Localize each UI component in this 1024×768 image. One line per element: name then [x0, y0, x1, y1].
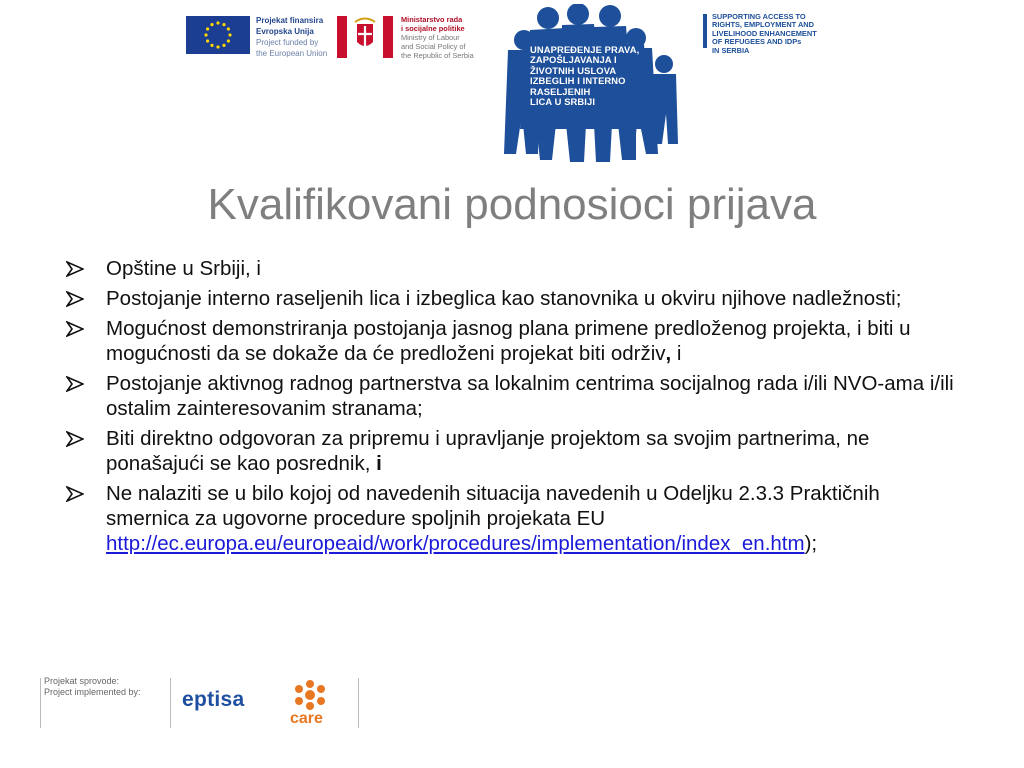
bullet-item: [66, 481, 966, 556]
eu-text-line: the European Union: [256, 49, 328, 58]
eu-text-line: Project funded by: [256, 38, 319, 47]
care-logo: care: [290, 710, 323, 727]
support-text-line: SUPPORTING ACCESS TO: [712, 12, 806, 21]
ministry-text-line: the Republic of Serbia: [401, 51, 474, 60]
support-text-line: LIVELIHOOD ENHANCEMENT: [712, 28, 817, 38]
bullet-text: Postojanje interno raseljenih lica i izbeglica kao stanovnika u okviru njihove nadležnosti;: [106, 287, 902, 310]
eu-funding-text: [256, 15, 336, 59]
bullet-text: Ne nalaziti se u bilo kojoj od navedenih situacija navedenih u Odeljku 2.3.3 Praktičnih smernica za ugovorne procedure spoljnih projekata EU: [106, 482, 880, 530]
arrowhead-bullet-icon: [66, 431, 84, 447]
support-text-line: RIGHTS, EMPLOYMENT AND: [712, 20, 814, 30]
bullet-item: [66, 286, 966, 311]
people-logo-line: ZAPOŠLJAVANJA I: [530, 54, 617, 66]
bullet-suffix: i: [671, 342, 682, 365]
ministry-text-line: Ministarstvo rada: [401, 15, 463, 24]
footer-divider: [40, 678, 41, 728]
ministry-text-line: i socijalne politike: [401, 24, 465, 33]
slide-content: [66, 256, 966, 561]
eptisa-logo: eptisa: [182, 688, 245, 711]
bullet-item: [66, 426, 966, 476]
people-logo-text: [530, 45, 670, 107]
serbia-coat-of-arms-icon: [337, 16, 393, 58]
people-logo-line: IZBEGLIH I INTERNO: [530, 75, 626, 87]
bullet-bold-text: i: [376, 452, 382, 475]
bullet-list: [66, 256, 966, 556]
bullet-text: Mogućnost demonstriranja postojanja jasnog plana primene predloženog projekta, i biti u mogućnosti da se dokaže da će predloženi projekat biti održiv: [106, 317, 911, 365]
bullet-text: Biti direktno odgovoran za pripremu i upravljanje projektom sa svojim partnerima, ne ponašajući se kao posrednik,: [106, 427, 870, 475]
ministry-text: [401, 15, 493, 60]
bullet-item: [66, 316, 966, 366]
bullet-suffix: );: [804, 532, 818, 555]
care-emblem-icon: [290, 678, 330, 712]
ministry-text-line: Ministry of Labour: [401, 33, 460, 42]
arrowhead-bullet-icon: [66, 486, 84, 502]
footer-divider: [358, 678, 359, 728]
support-divider: [703, 14, 707, 48]
arrowhead-bullet-icon: [66, 376, 84, 392]
bullet-bold-text: ,: [665, 342, 672, 365]
arrowhead-bullet-icon: [66, 291, 84, 307]
footer-label-line: Projekat sprovode:: [44, 676, 120, 686]
footer-divider: [170, 678, 171, 728]
bullet-text: Opštine u Srbiji, i: [106, 257, 261, 280]
arrowhead-bullet-icon: [66, 321, 84, 337]
people-logo-line: ŽIVOTNIH USLOVA: [530, 64, 617, 76]
support-text-line: OF REFUGEES AND IDPs: [712, 37, 802, 47]
footer-label: [44, 676, 141, 698]
bullet-item: [66, 256, 966, 281]
bullet-text: Postojanje aktivnog radnog partnerstva sa lokalnim centrima socijalnog rada i/ili NVO-ama i/ili ostalim zainteresovanim stranama;: [106, 372, 954, 420]
eu-text-line: Evropska Unija: [256, 27, 314, 36]
europeaid-procedures-link[interactable]: http://ec.europa.eu/europeaid/work/procedures/implementation/index_en.htm: [106, 532, 805, 555]
slide-title: Kvalifikovani podnosioci prijava: [207, 180, 817, 229]
arrowhead-bullet-icon: [66, 261, 84, 277]
people-logo-line: LICA U SRBIJI: [530, 96, 596, 108]
eu-flag-icon: [186, 16, 250, 54]
ministry-text-line: and Social Policy of: [401, 42, 466, 51]
people-logo-line: UNAPREĐENJE PRAVA,: [530, 44, 640, 55]
bullet-item: [66, 371, 966, 421]
support-text-line: IN SERBIA: [712, 45, 750, 55]
support-text: [712, 13, 832, 55]
eu-text-line: Projekat finansira: [256, 16, 324, 25]
footer-label-line: Project implemented by:: [44, 687, 141, 697]
people-logo-line: RASELJENIH: [530, 85, 591, 97]
